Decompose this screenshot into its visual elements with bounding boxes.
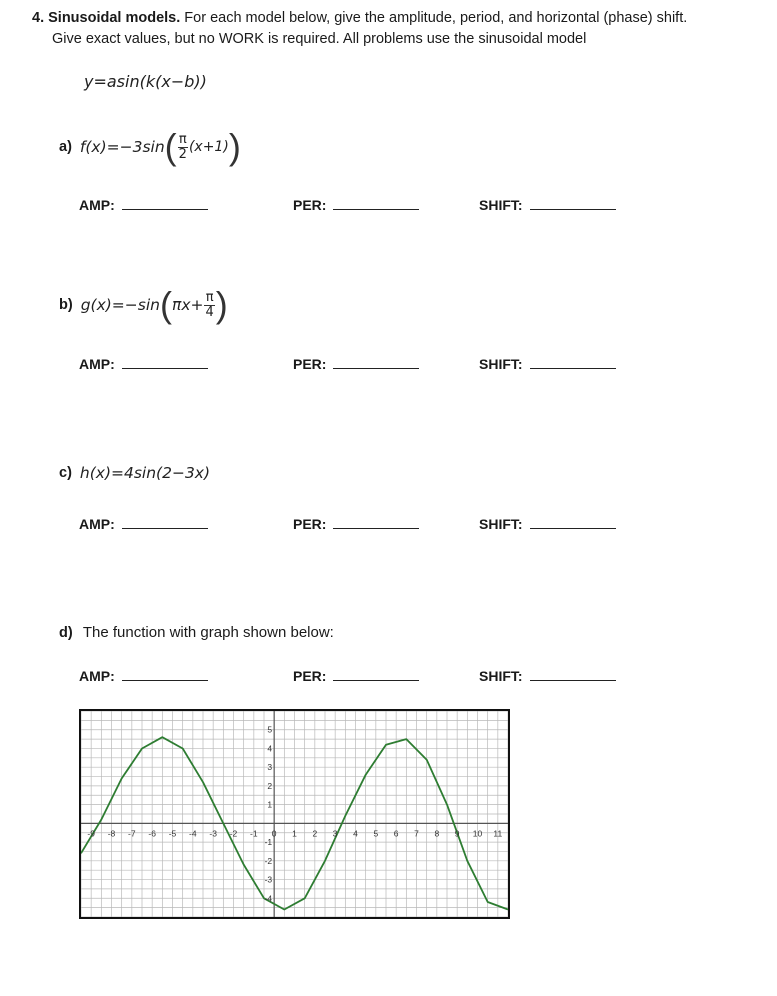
per-answer-blank[interactable]	[333, 668, 419, 681]
amp-answer-blank[interactable]	[122, 668, 208, 681]
shift-row-b	[479, 356, 616, 372]
amp-label: AMP:	[79, 668, 115, 684]
per-row-b	[293, 356, 419, 372]
fraction-denominator: 4	[205, 304, 214, 320]
answer-row-b	[79, 356, 208, 372]
x-tick-label: 7	[414, 828, 419, 839]
amp-answer-blank[interactable]	[122, 356, 208, 369]
right-paren-icon: )	[228, 126, 241, 167]
fraction-numerator: π	[178, 131, 187, 147]
per-answer-blank[interactable]	[333, 516, 419, 529]
sinusoid-graph	[79, 709, 510, 919]
fraction-numerator: π	[205, 289, 214, 305]
x-tick-label: -6	[148, 828, 156, 839]
right-paren-icon: )	[215, 284, 228, 325]
shift-answer-blank[interactable]	[530, 668, 616, 681]
problem-a-lhs: f(x)=−3sin	[79, 138, 165, 156]
x-tick-label: -9	[87, 828, 95, 839]
y-tick-label: 4	[267, 743, 273, 754]
problem-header	[32, 8, 687, 50]
answer-row-d	[79, 668, 208, 684]
amp-answer-blank[interactable]	[122, 197, 208, 210]
shift-row-a	[479, 197, 616, 213]
problem-c-expression: h(x)=4sin(2−3x)	[79, 464, 211, 482]
per-row-a	[293, 197, 419, 213]
problem-number: 4.	[32, 10, 45, 26]
left-paren-icon: (	[159, 284, 172, 325]
amp-label: AMP:	[79, 356, 115, 372]
model-equation: y=asin(k(x−b))	[84, 72, 207, 91]
shift-label: SHIFT:	[479, 668, 523, 684]
amp-label: AMP:	[79, 197, 115, 213]
shift-answer-blank[interactable]	[530, 516, 616, 529]
x-tick-label: 8	[434, 828, 440, 839]
per-answer-blank[interactable]	[333, 197, 419, 210]
y-tick-label: 1	[267, 799, 273, 810]
x-tick-label: 6	[393, 828, 399, 839]
problem-b-fraction	[204, 291, 214, 320]
per-answer-blank[interactable]	[333, 356, 419, 369]
x-tick-label: 1	[292, 828, 297, 839]
y-tick-label: 3	[267, 762, 273, 773]
problem-b-term: πx+	[171, 296, 204, 314]
y-tick-label: 2	[267, 780, 273, 791]
x-tick-label: -2	[229, 828, 238, 839]
left-paren-icon: (	[164, 126, 177, 167]
problem-a-rest: (x+1)	[188, 139, 229, 155]
per-label: PER:	[293, 197, 327, 213]
problem-d-text: The function with graph shown below:	[82, 624, 334, 641]
x-tick-label: -5	[168, 828, 177, 839]
x-tick-label: 2	[312, 828, 318, 839]
shift-label: SHIFT:	[479, 197, 523, 213]
per-label: PER:	[293, 516, 327, 532]
y-tick-label: -4	[264, 893, 273, 904]
answer-row-a	[79, 197, 208, 213]
header-instructions-2: Give exact values, but no WORK is required. All problems use the sinusoidal model	[52, 31, 587, 47]
problem-b	[59, 285, 228, 325]
problem-b-lhs: g(x)=−sin	[80, 296, 160, 314]
amp-label: AMP:	[79, 516, 115, 532]
shift-row-d	[479, 668, 616, 684]
shift-answer-blank[interactable]	[530, 356, 616, 369]
problem-d-label: d)	[59, 625, 73, 641]
per-label: PER:	[293, 668, 327, 684]
per-row-c	[293, 516, 419, 532]
y-tick-label: -2	[264, 855, 273, 866]
x-tick-label: 0	[271, 828, 277, 839]
x-tick-label: -3	[209, 828, 217, 839]
x-tick-label: -1	[250, 828, 258, 839]
y-tick-label: -1	[264, 837, 273, 848]
x-tick-label: 9	[454, 828, 460, 839]
x-tick-label: 10	[472, 828, 483, 839]
y-tick-label: 5	[267, 724, 273, 735]
problem-d	[59, 624, 334, 641]
x-tick-label: -7	[128, 828, 136, 839]
problem-a-label: a)	[59, 139, 72, 155]
answer-row-c	[79, 516, 208, 532]
x-tick-label: 5	[373, 828, 379, 839]
per-label: PER:	[293, 356, 327, 372]
y-tick-label: -3	[264, 874, 273, 885]
x-tick-label: -4	[189, 828, 197, 839]
x-tick-label: 3	[332, 828, 338, 839]
x-tick-label: 11	[493, 828, 503, 839]
problem-a-fraction	[178, 133, 188, 162]
fraction-denominator: 2	[178, 146, 187, 162]
shift-answer-blank[interactable]	[530, 197, 616, 210]
header-line-1	[32, 8, 687, 29]
problem-c	[59, 464, 210, 482]
shift-label: SHIFT:	[479, 356, 523, 372]
header-instructions-1: For each model below, give the amplitude, period, and horizontal (phase) shift.	[184, 10, 688, 26]
problem-c-label: c)	[59, 465, 72, 481]
shift-label: SHIFT:	[479, 516, 523, 532]
shift-row-c	[479, 516, 616, 532]
x-tick-label: 4	[353, 828, 358, 839]
amp-answer-blank[interactable]	[122, 516, 208, 529]
problem-a	[59, 127, 241, 167]
problem-b-label: b)	[59, 297, 73, 313]
problem-title: Sinusoidal models.	[48, 10, 181, 26]
per-row-d	[293, 668, 419, 684]
x-tick-label: -8	[107, 828, 116, 839]
